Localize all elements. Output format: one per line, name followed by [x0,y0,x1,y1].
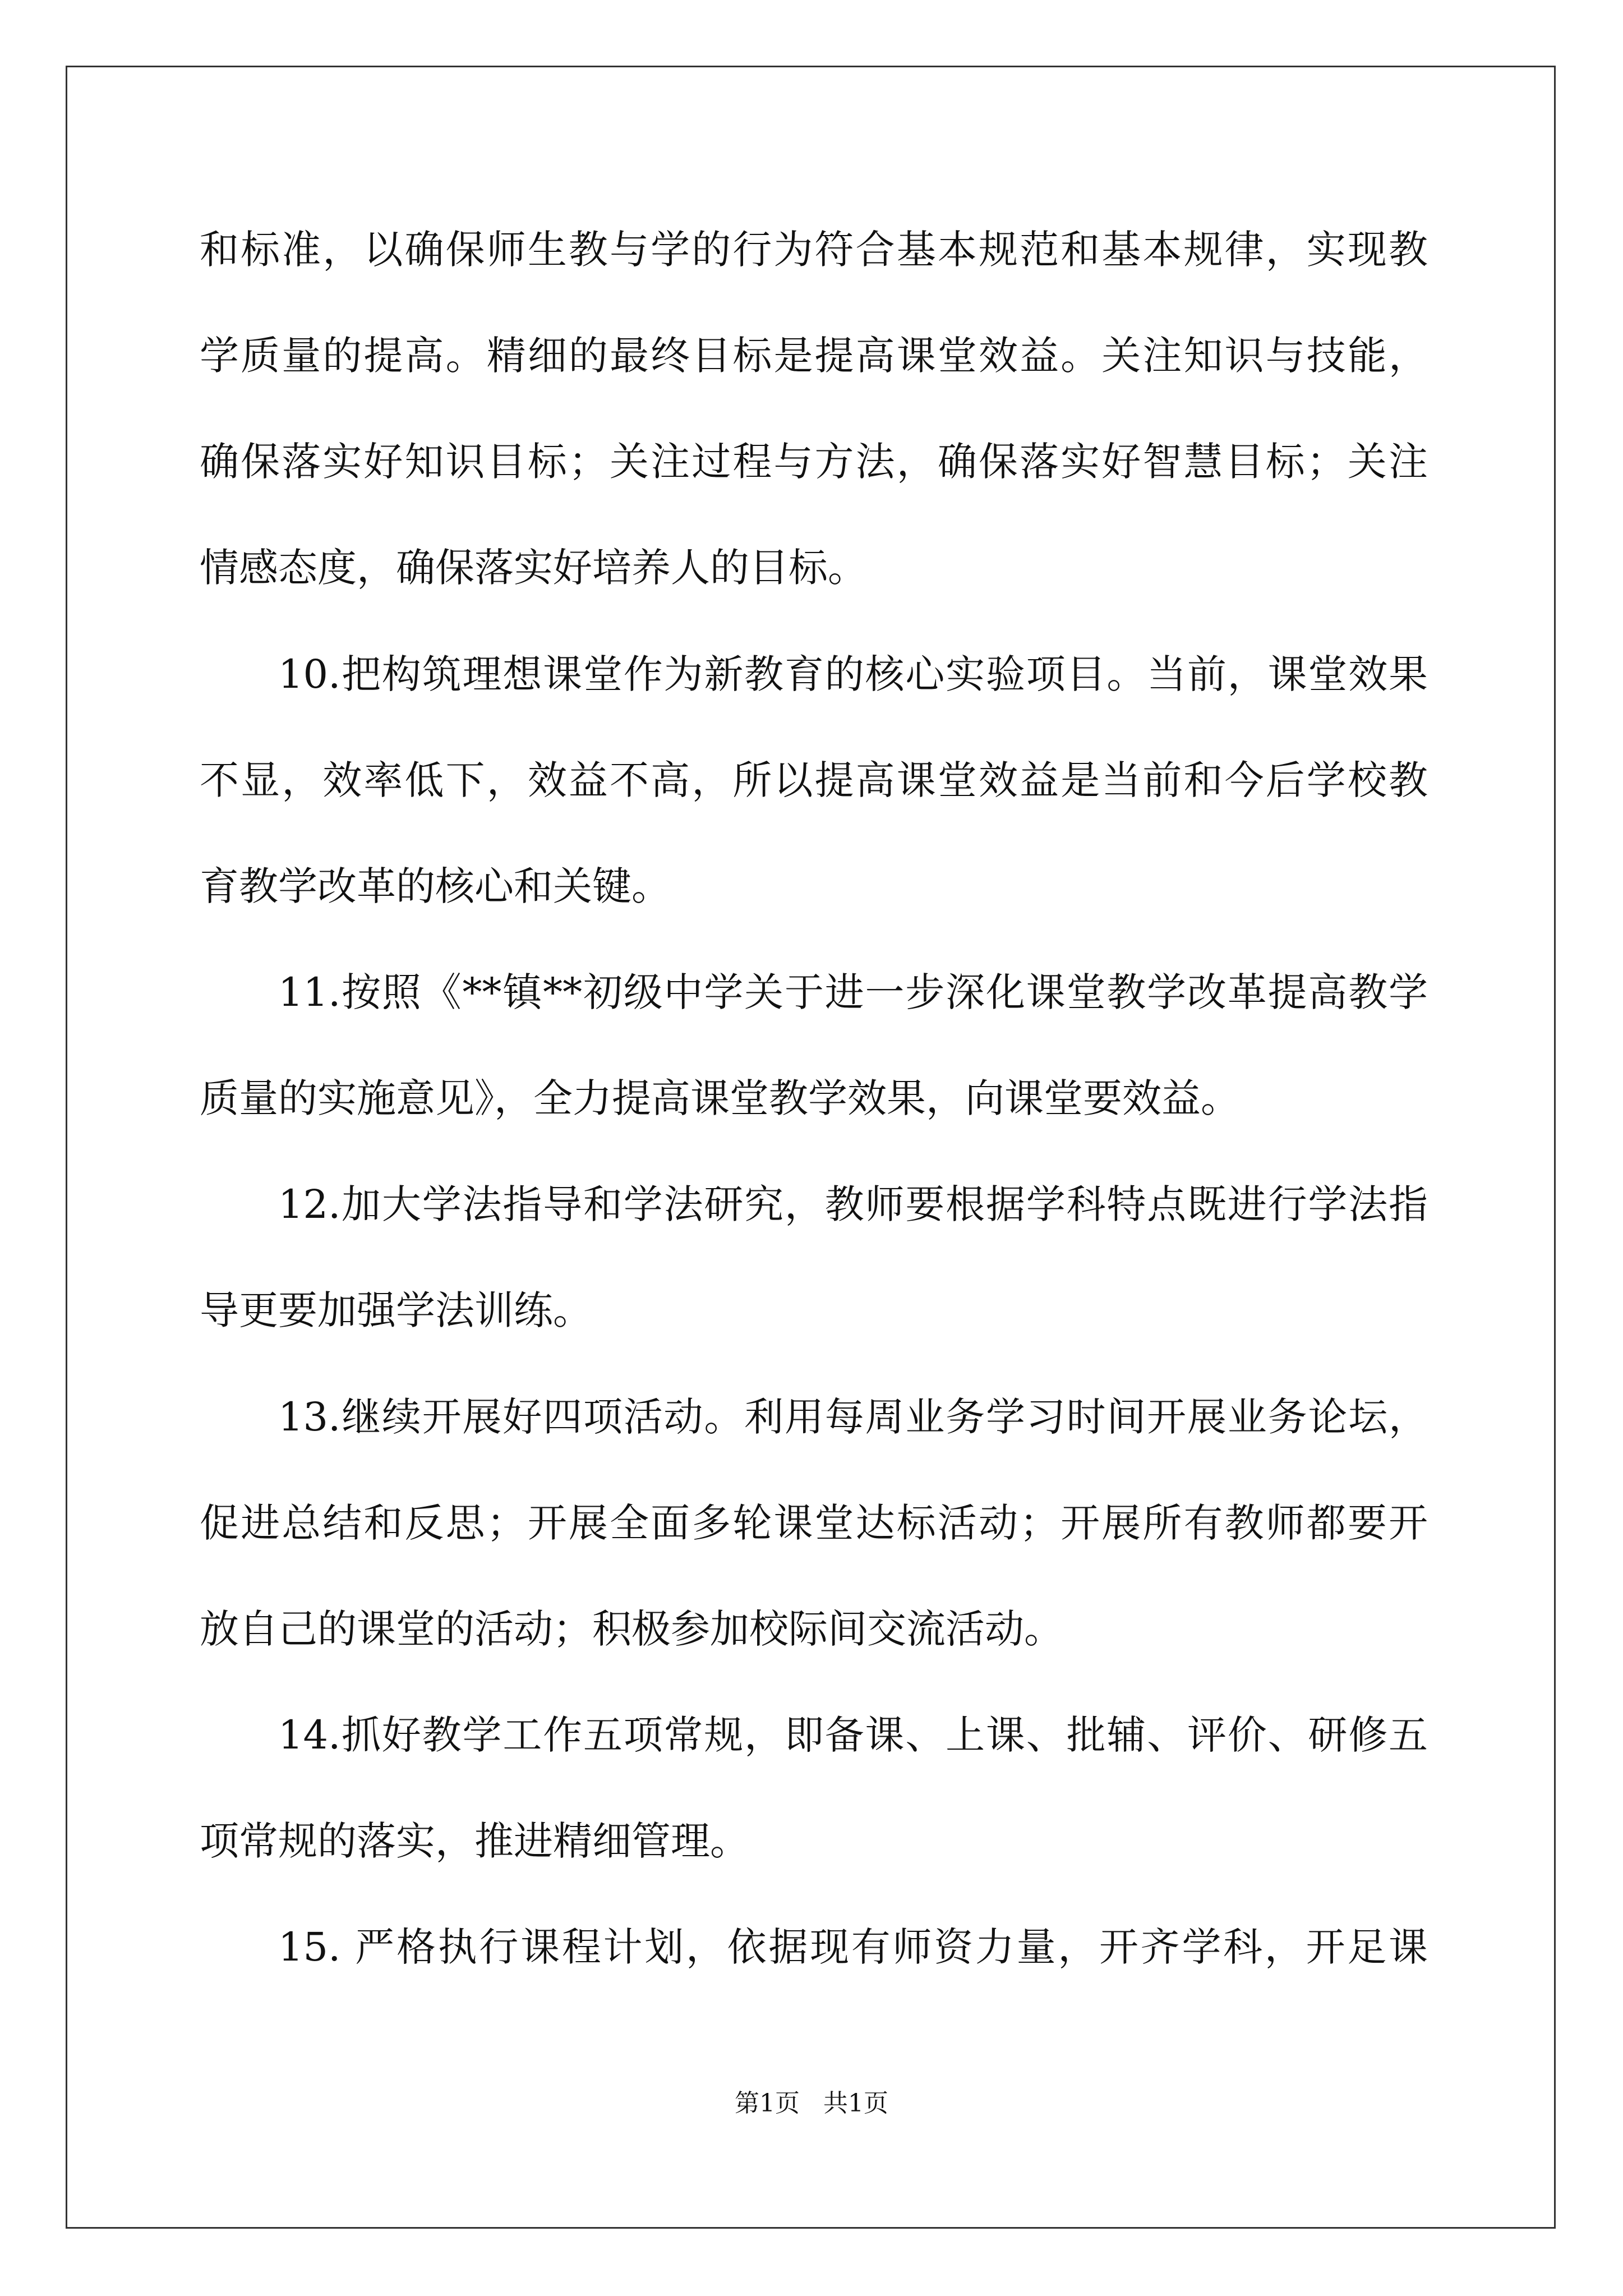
body-line: 质量的实施意见》，全力提高课堂教学效果，向课堂要效益。 [200,1075,1240,1121]
body-line: 和标准，以确保师生教与学的行为符合基本规范和基本规律，实现教 [200,227,1428,273]
body-line: 导更要加强学法训练。 [200,1287,592,1333]
paragraph-14-line: 14.抓好教学工作五项常规，即备课、上课、批辅、评价、研修五 [278,1712,1428,1758]
body-line: 促进总结和反思；开展全面多轮课堂达标活动；开展所有教师都要开 [200,1500,1428,1546]
paragraph-13-line: 13.继续开展好四项活动。利用每周业务学习时间开展业务论坛， [278,1394,1428,1440]
page-frame [66,66,1556,2229]
body-line: 情感态度，确保落实好培养人的目标。 [200,545,867,591]
body-line: 放自己的课堂的活动；积极参加校际间交流活动。 [200,1606,1063,1652]
page-number-footer: 第1页 共1页 [735,2089,888,2118]
body-line: 项常规的落实，推进精细管理。 [200,1818,749,1864]
paragraph-15-line: 15. 严格执行课程计划，依据现有师资力量，开齐学科，开足课 [278,1924,1428,1970]
body-line: 确保落实好知识目标；关注过程与方法，确保落实好智慧目标；关注 [200,439,1428,485]
paragraph-12-line: 12.加大学法指导和学法研究，教师要根据学科特点既进行学法指 [278,1181,1428,1227]
body-line: 育教学改革的核心和关键。 [200,863,671,909]
paragraph-10-line: 10.把构筑理想课堂作为新教育的核心实验项目。当前，课堂效果 [278,651,1428,697]
paragraph-11-line: 11.按照《**镇**初级中学关于进一步深化课堂教学改革提高教学 [278,969,1428,1015]
body-line: 不显，效率低下，效益不高，所以提高课堂效益是当前和今后学校教 [200,757,1428,803]
body-line: 学质量的提高。精细的最终目标是提高课堂效益。关注知识与技能， [200,333,1428,379]
